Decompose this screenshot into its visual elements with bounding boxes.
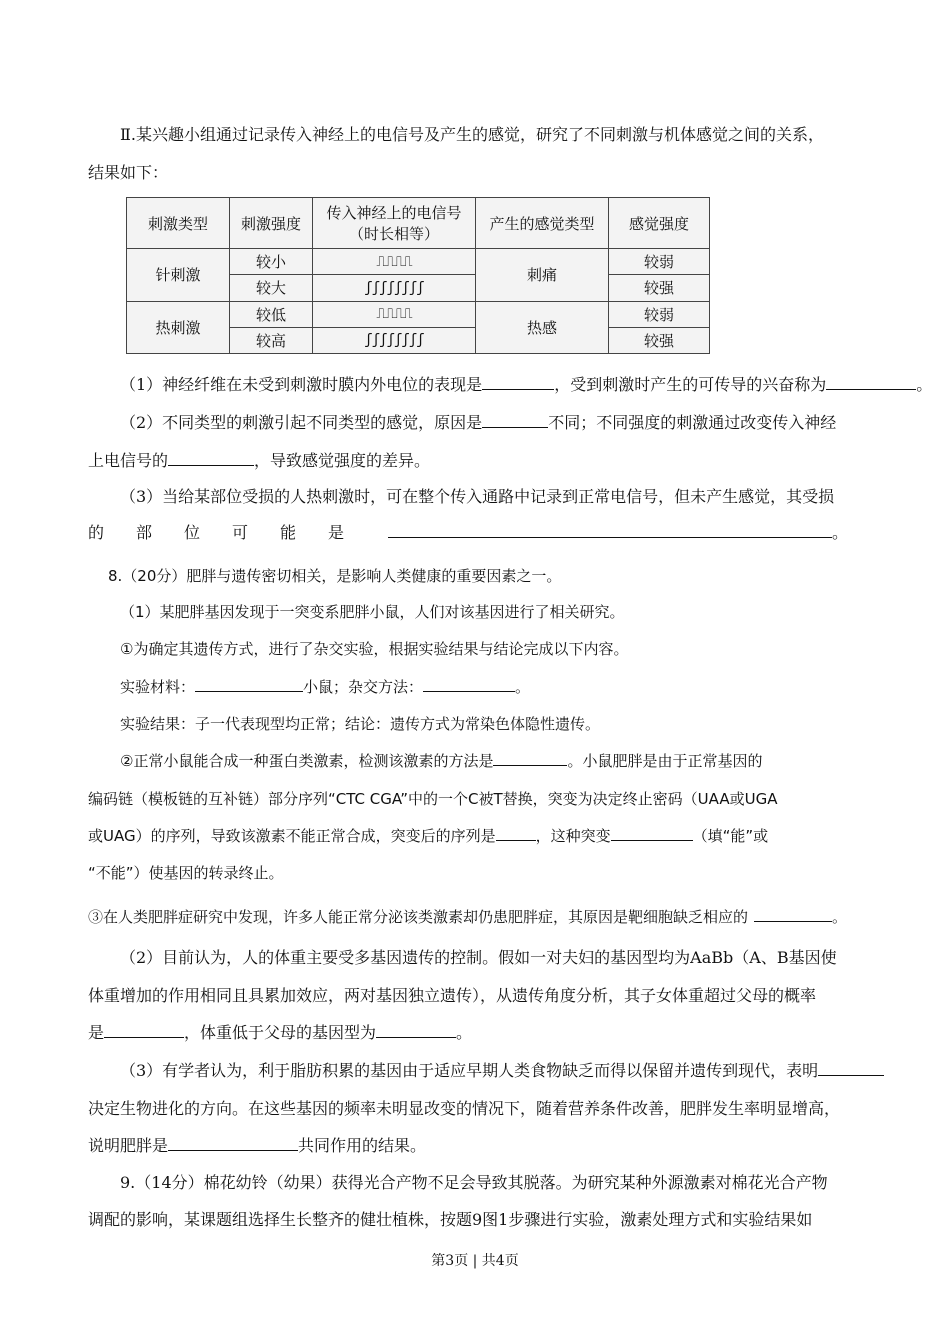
cell-intensity: 较小	[230, 249, 313, 275]
part2-intro-line1: Ⅱ.某兴趣小组通过记录传入神经上的电信号及产生的感觉，研究了不同刺激与机体感觉之间的关系，	[120, 125, 824, 144]
answer-blank[interactable]	[754, 907, 832, 922]
q8-sub4: 实验结果：子一代表现型均正常；结论：遗传方式为常染色体隐性遗传。	[120, 715, 601, 733]
q8-sub6: 编码链（模板链的互补链）部分序列“CTC CGA”中的一个C被T替换，突变为决定终止密码（UAA或UGA	[88, 790, 778, 808]
q8-part2-line1: （2）目前认为，人的体重主要受多基因遗传的控制。假如一对夫妇的基因型均为AaBb（A、B基因使	[120, 948, 837, 967]
answer-blank[interactable]	[826, 375, 916, 390]
q8-sub5: ②正常小鼠能合成一种蛋白类激素，检测该激素的方法是 。小鼠肥胖是由于正常基因的	[120, 752, 763, 770]
cell-intensity: 较高	[230, 327, 313, 353]
header-stimulus-type: 刺激类型	[127, 198, 230, 249]
part2-intro-line2: 结果如下：	[88, 163, 169, 182]
page-footer: 第3页 | 共4页	[431, 1253, 519, 1269]
answer-blank[interactable]	[376, 1023, 456, 1038]
answer-blank[interactable]	[482, 375, 554, 390]
q8-sub3: 实验材料： 小鼠；杂交方法： 。	[120, 678, 531, 696]
header-stimulus-intensity: 刺激强度	[230, 198, 313, 249]
question-3-line2: 的 部 位 可 能 是 。	[88, 523, 849, 542]
cell-sensation-sting: 刺痛	[476, 249, 609, 302]
signal-waveform: ⎍⎍⎍⎍	[313, 249, 476, 275]
question-2-line1: （2）不同类型的刺激引起不同类型的感觉，原因是 不同；不同强度的刺激通过改变传入神经	[120, 413, 837, 432]
signal-waveform: ʃʃʃʃʃʃʃʃ	[313, 275, 476, 301]
header-signal: 传入神经上的电信号 （时长相等）	[313, 198, 476, 249]
q8-part3-line2: 决定生物进化的方向。在这些基因的频率未明显改变的情况下，随着营养条件改善，肥胖发生率明显增高，	[88, 1099, 841, 1118]
stimulus-result-table	[126, 197, 710, 354]
cell-strength: 较弱	[609, 301, 710, 327]
answer-blank[interactable]	[493, 751, 567, 766]
header-sensation-type: 产生的感觉类型	[476, 198, 609, 249]
cell-sensation-heat: 热感	[476, 301, 609, 354]
cell-intensity: 较大	[230, 275, 313, 301]
cell-type-needle: 针刺激	[127, 249, 230, 302]
q8-part2-line2: 体重增加的作用相同且具累加效应，两对基因独立遗传），从遗传角度分析，其子女体重超过父母的概率	[88, 986, 817, 1005]
cell-strength: 较弱	[609, 249, 710, 275]
cell-strength: 较强	[609, 327, 710, 353]
q8-title: 8.（20分）肥胖与遗传密切相关，是影响人类健康的重要因素之一。	[108, 567, 562, 585]
q8-sub7: 或UAG）的序列，导致该激素不能正常合成，突变后的序列是 ，这种突变 （填“能”或	[88, 827, 769, 845]
question-3-line1: （3）当给某部位受损的人热刺激时，可在整个传入通路中记录到正常电信号，但未产生感觉，其受损	[120, 487, 835, 506]
cell-type-heat: 热刺激	[127, 301, 230, 354]
question-1: （1）神经纤维在未受到刺激时膜内外电位的表现是 ，受到刺激时产生的可传导的兴奋称为 。	[120, 375, 933, 394]
q8-part3-line3: 说明肥胖是 共同作用的结果。	[88, 1136, 427, 1155]
answer-blank[interactable]	[496, 826, 536, 841]
q9-line2: 调配的影响，某课题组选择生长整齐的健壮植株，按题9图1步骤进行实验，激素处理方式和实验结果如	[88, 1210, 813, 1229]
answer-blank[interactable]	[818, 1061, 884, 1076]
signal-waveform: ʃʃʃʃʃʃʃʃ	[313, 327, 476, 353]
answer-blank[interactable]	[168, 451, 254, 466]
answer-blank[interactable]	[611, 826, 693, 841]
cell-intensity: 较低	[230, 301, 313, 327]
question-2-line2: 上电信号的 ，导致感觉强度的差异。	[88, 451, 431, 470]
q8-part3-line1: （3）有学者认为，利于脂肪积累的基因由于适应早期人类食物缺乏而得以保留并遗传到现代，表明	[120, 1058, 884, 1081]
signal-waveform: ⎍⎍⎍⎍	[313, 301, 476, 327]
q8-sub2: ①为确定其遗传方式，进行了杂交实验，根据实验结果与结论完成以下内容。	[120, 640, 629, 658]
q9-line1: 9.（14分）棉花幼铃（幼果）获得光合产物不足会导致其脱落。为研究某种外源激素对棉花光合产物	[120, 1173, 828, 1192]
q8-sub8: “不能”）使基因的转录终止。	[88, 864, 284, 882]
answer-blank[interactable]	[423, 677, 515, 692]
answer-blank[interactable]	[195, 677, 303, 692]
q8-sub1: （1）某肥胖基因发现于一突变系肥胖小鼠，人们对该基因进行了相关研究。	[120, 603, 625, 621]
header-sensation-strength: 感觉强度	[609, 198, 710, 249]
answer-blank[interactable]	[104, 1023, 184, 1038]
answer-blank[interactable]	[168, 1136, 298, 1151]
cell-strength: 较强	[609, 275, 710, 301]
q8-part2-line3: 是 ，体重低于父母的基因型为 。	[88, 1023, 473, 1042]
q8-sub9: ③在人类肥胖症研究中发现，许多人能正常分泌该类激素却仍患肥胖症，其原因是靶细胞缺乏相应的 。	[88, 908, 848, 926]
answer-blank[interactable]	[388, 523, 832, 538]
answer-blank[interactable]	[482, 413, 548, 428]
